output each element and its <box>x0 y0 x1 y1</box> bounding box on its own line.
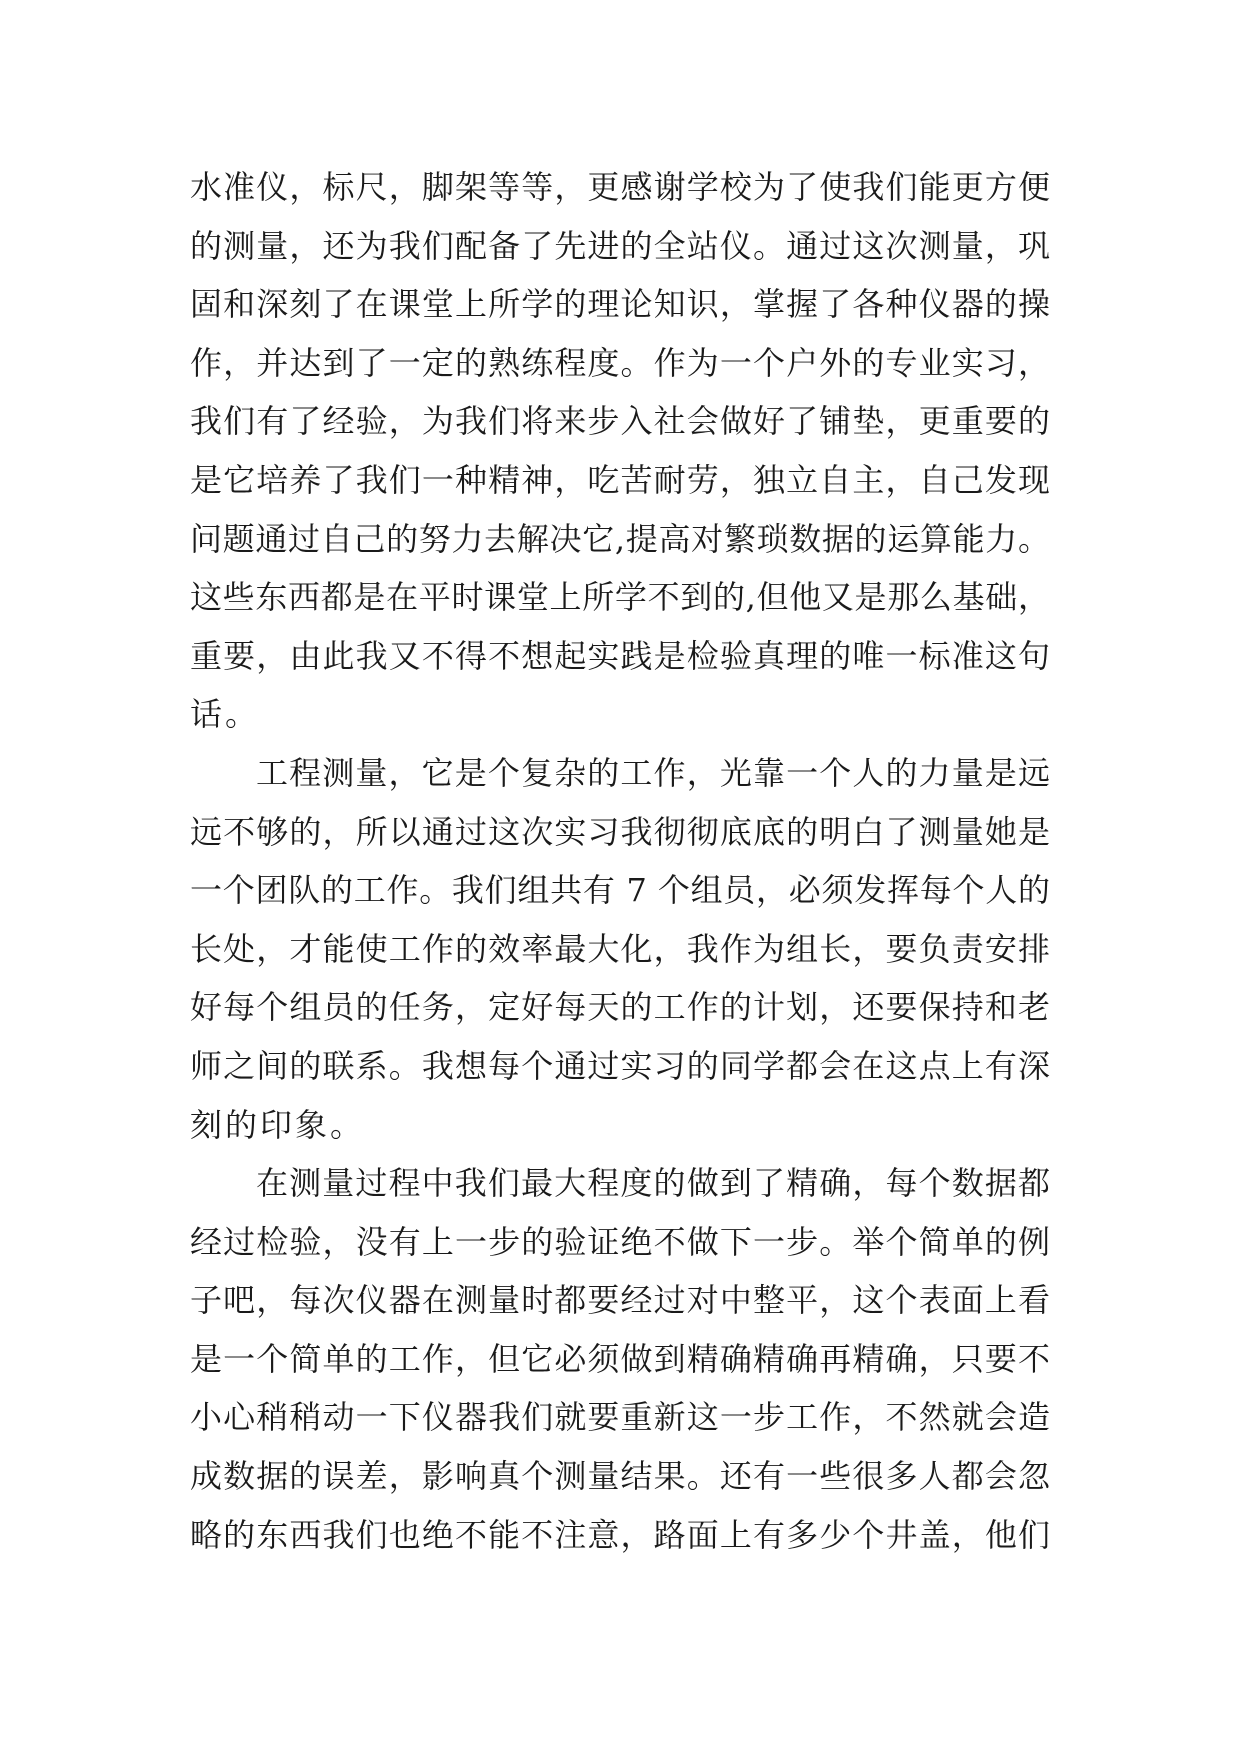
text-line: 刻的印象。 <box>190 1105 366 1144</box>
text-line: 是一个简单的工作，但它必须做到精确精确再精确，只要不 <box>190 1339 1050 1378</box>
paragraph-first-line: 在测量过程中我们最大程度的做到了精确，每个数据都 <box>256 1164 1050 1203</box>
text-line: 小心稍稍动一下仪器我们就要重新这一步工作，不然就会造 <box>190 1398 1050 1437</box>
text-line: 作，并达到了一定的熟练程度。作为一个户外的专业实习， <box>190 343 1050 382</box>
text-line: 我们有了经验，为我们将来步入社会做好了铺垫，更重要的 <box>190 402 1050 441</box>
text-line: 好每个组员的任务，定好每天的工作的计划，还要保持和老 <box>190 988 1050 1027</box>
text-line: 远不够的，所以通过这次实习我彻彻底底的明白了测量她是 <box>190 812 1050 851</box>
text-line: 师之间的联系。我想每个通过实习的同学都会在这点上有深 <box>190 1046 1050 1085</box>
text-line: 话。 <box>190 695 261 734</box>
text-line: 略的东西我们也绝不能不注意，路面上有多少个井盖，他们 <box>190 1515 1050 1554</box>
text-line: 水准仪，标尺，脚架等等，更感谢学校为了使我们能更方便 <box>190 168 1050 206</box>
text-line: 问题通过自己的努力去解决它,提高对繁琐数据的运算能力。 <box>190 519 1050 558</box>
text-line: 一个团队的工作。我们组共有 7 个组员，必须发挥每个人的 <box>190 871 1050 910</box>
text-line: 经过检验，没有上一步的验证绝不做下一步。举个简单的例 <box>190 1222 1050 1261</box>
text-line: 这些东西都是在平时课堂上所学不到的,但他又是那么基础， <box>190 578 1050 617</box>
document-body <box>190 158 1050 1564</box>
text-line: 的测量，还为我们配备了先进的全站仪。通过这次测量，巩 <box>190 226 1050 265</box>
text-line: 子吧，每次仪器在测量时都要经过对中整平，这个表面上看 <box>190 1281 1050 1320</box>
text-line: 长处，才能使工作的效率最大化，我作为组长，要负责安排 <box>190 929 1050 968</box>
paragraph-first-line: 工程测量，它是个复杂的工作，光靠一个人的力量是远 <box>256 753 1050 792</box>
text-line: 重要，由此我又不得不想起实践是检验真理的唯一标准这句 <box>190 636 1050 675</box>
text-line: 固和深刻了在课堂上所学的理论知识，掌握了各种仪器的操 <box>190 285 1050 324</box>
text-line: 成数据的误差，影响真个测量结果。还有一些很多人都会忽 <box>190 1457 1050 1496</box>
text-line: 是它培养了我们一种精神，吃苦耐劳，独立自主，自己发现 <box>190 460 1050 499</box>
